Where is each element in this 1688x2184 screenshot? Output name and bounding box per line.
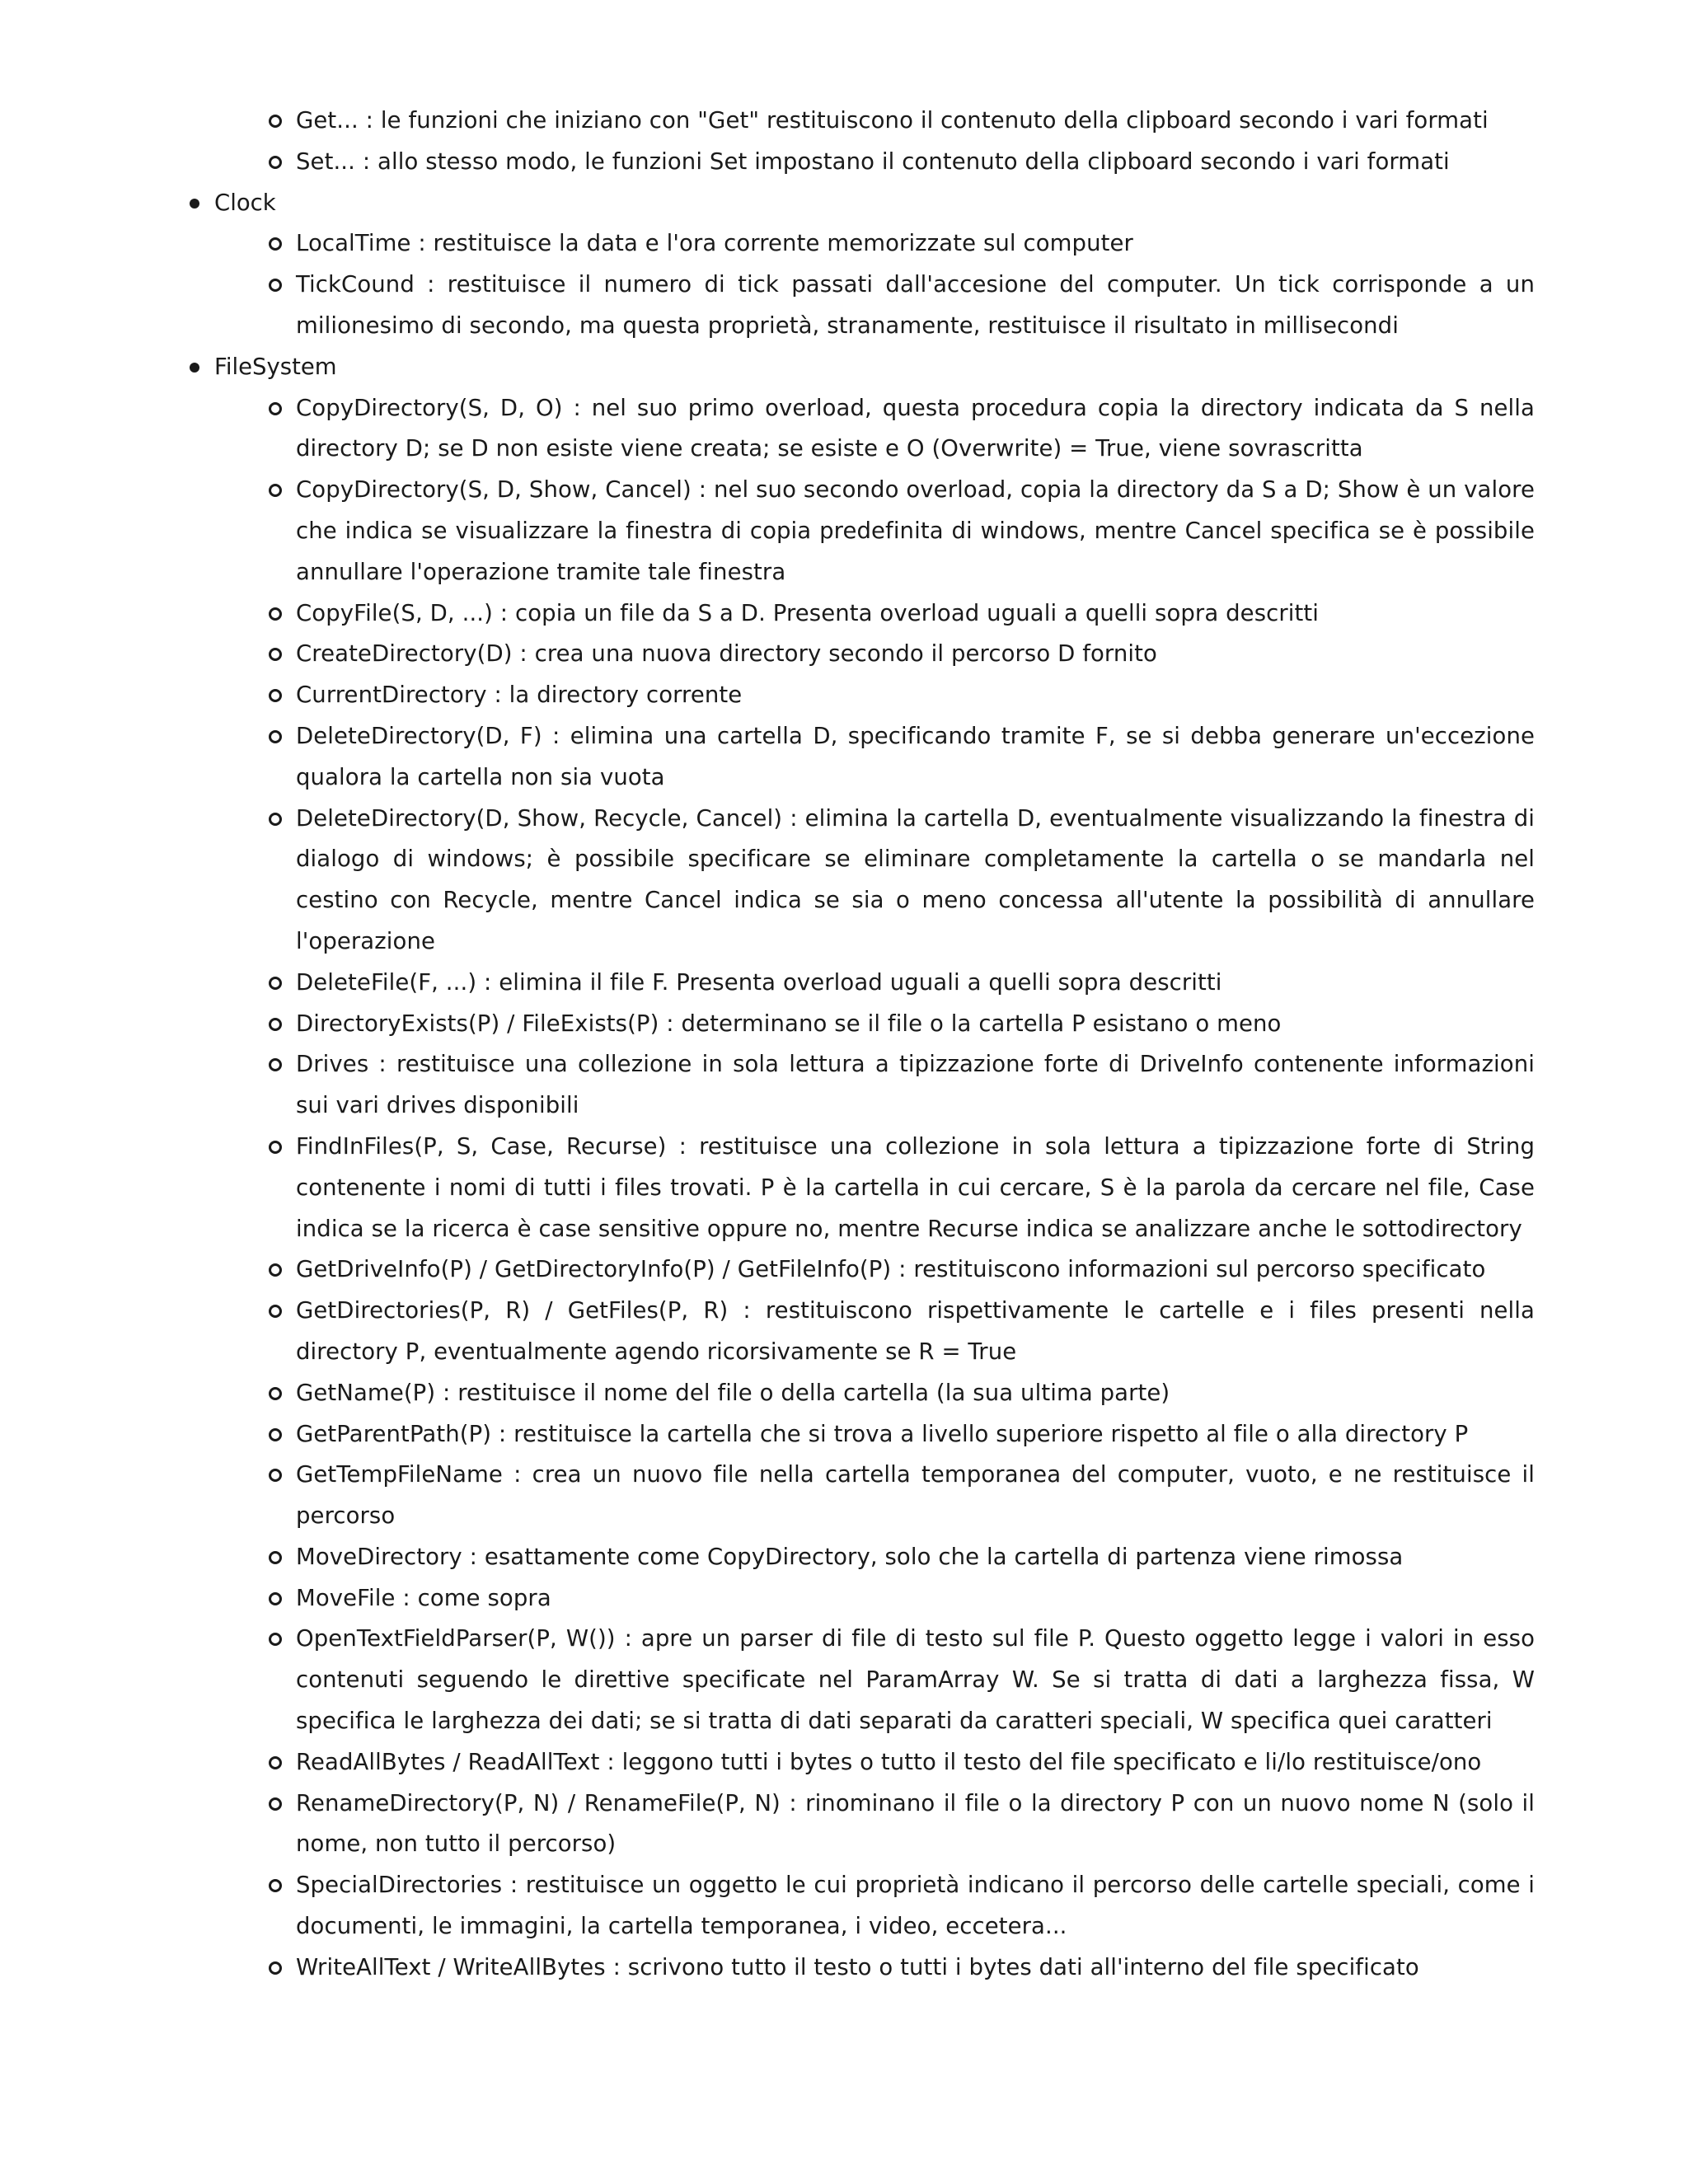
list-item: CopyFile(S, D, ...) : copia un file da S a D. Presenta overload uguali a quelli sopra descritti xyxy=(181,593,1535,635)
list-item: Drives : restituisce una collezione in sola lettura a tipizzazione forte di DriveInfo contenente informazioni sui vari drives disponibili xyxy=(181,1044,1535,1127)
filesystem-item-list xyxy=(181,388,1535,1989)
circle-bullet-icon xyxy=(269,1551,282,1564)
section-heading-filesystem: FileSystem xyxy=(181,347,1535,388)
list-item: Set... : allo stesso modo, le funzioni Set impostano il contenuto della clipboard secondo i vari formati xyxy=(181,142,1535,183)
list-item: CopyDirectory(S, D, Show, Cancel) : nel suo secondo overload, copia la directory da S a D; Show è un valore che indica se visualizzare la finestra di copia predefinita di windows, mentre Cancel specifica se è possibile annullare l'operazione tramite tale finestra xyxy=(181,470,1535,593)
list-item: CreateDirectory(D) : crea una nuova directory secondo il percorso D fornito xyxy=(181,634,1535,675)
circle-bullet-icon xyxy=(269,1756,282,1769)
list-item: TickCound : restituisce il numero di tick passati dall'accesione del computer. Un tick corrisponde a un milionesimo di secondo, ma questa proprietà, stranamente, restituisce il risultato in millisecondi xyxy=(181,265,1535,347)
list-item: MoveFile : come sopra xyxy=(181,1578,1535,1619)
circle-bullet-icon xyxy=(269,730,282,743)
list-item: DeleteFile(F, ...) : elimina il file F. Presenta overload uguali a quelli sopra descritti xyxy=(181,963,1535,1004)
circle-bullet-icon xyxy=(269,1263,282,1277)
circle-bullet-icon xyxy=(269,1018,282,1031)
circle-bullet-icon xyxy=(269,1633,282,1646)
filesystem-section xyxy=(181,347,1535,388)
circle-bullet-icon xyxy=(269,689,282,702)
list-item: GetTempFileName : crea un nuovo file nella cartella temporanea del computer, vuoto, e ne restituisce il percorso xyxy=(181,1455,1535,1537)
circle-bullet-icon xyxy=(269,813,282,826)
list-item: RenameDirectory(P, N) / RenameFile(P, N) : rinominano il file o la directory P con un nuovo nome N (solo il nome, non tutto il percorso) xyxy=(181,1783,1535,1866)
circle-bullet-icon xyxy=(269,1469,282,1482)
circle-bullet-icon xyxy=(269,1058,282,1071)
circle-bullet-icon xyxy=(269,237,282,251)
circle-bullet-icon xyxy=(269,1961,282,1975)
circle-bullet-icon xyxy=(269,648,282,661)
circle-bullet-icon xyxy=(269,484,282,497)
list-item: GetDriveInfo(P) / GetDirectoryInfo(P) / GetFileInfo(P) : restituiscono informazioni sul percorso specificato xyxy=(181,1249,1535,1291)
list-item: GetParentPath(P) : restituisce la cartella che si trova a livello superiore rispetto al file o alla directory P xyxy=(181,1414,1535,1455)
list-item: Get... : le funzioni che iniziano con "Get" restituiscono il contenuto della clipboard secondo i vari formati xyxy=(181,101,1535,142)
list-item: OpenTextFieldParser(P, W()) : apre un parser di file di testo sul file P. Questo oggetto legge i valori in esso contenuti seguendo le direttive specificate nel ParamArray W. Se si tratta di dati a larghezza fissa, W specifica le larghezza dei dati; se si tratta di dati separati da caratteri speciali, W specifica quei caratteri xyxy=(181,1619,1535,1741)
list-item: LocalTime : restituisce la data e l'ora corrente memorizzate sul computer xyxy=(181,223,1535,265)
circle-bullet-icon xyxy=(269,1797,282,1811)
circle-bullet-icon xyxy=(269,1387,282,1400)
list-item: DeleteDirectory(D, Show, Recycle, Cancel) : elimina la cartella D, eventualmente visualizzando la finestra di dialogo di windows; è possibile specificare se eliminare completamente la cartella o se mandarla nel cestino con Recycle, mentre Cancel indica se sia o meno concessa all'utente la possibilità di annullare l'operazione xyxy=(181,799,1535,963)
disc-bullet-icon xyxy=(190,363,199,373)
circle-bullet-icon xyxy=(269,1141,282,1154)
circle-bullet-icon xyxy=(269,1305,282,1318)
circle-bullet-icon xyxy=(269,1428,282,1441)
clock-section xyxy=(181,183,1535,224)
list-item: FindInFiles(P, S, Case, Recurse) : restituisce una collezione in sola lettura a tipizzazione forte di String contenente i nomi di tutti i files trovati. P è la cartella in cui cercare, S è la parola da cercare nel file, Case indica se la ricerca è case sensitive oppure no, mentre Recurse indica se analizzare anche le sottodirectory xyxy=(181,1127,1535,1249)
list-item: CopyDirectory(S, D, O) : nel suo primo overload, questa procedura copia la directory indicata da S nella directory D; se D non esiste viene creata; se esiste e O (Overwrite) = True, viene sovrascritta xyxy=(181,388,1535,471)
list-item: GetDirectories(P, R) / GetFiles(P, R) : restituiscono rispettivamente le cartelle e i files presenti nella directory P, eventualmente agendo ricorsivamente se R = True xyxy=(181,1291,1535,1373)
list-item: DirectoryExists(P) / FileExists(P) : determinano se il file o la cartella P esistano o meno xyxy=(181,1004,1535,1045)
list-item: CurrentDirectory : la directory corrente xyxy=(181,675,1535,716)
circle-bullet-icon xyxy=(269,402,282,415)
circle-bullet-icon xyxy=(269,1879,282,1892)
clock-item-list xyxy=(181,223,1535,346)
list-item: DeleteDirectory(D, F) : elimina una cartella D, specificando tramite F, se si debba generare un'eccezione qualora la cartella non sia vuota xyxy=(181,716,1535,799)
circle-bullet-icon xyxy=(269,607,282,621)
document-content xyxy=(181,101,1535,1989)
list-item: WriteAllText / WriteAllBytes : scrivono tutto il testo o tutti i bytes dati all'interno del file specificato xyxy=(181,1947,1535,1989)
list-item: ReadAllBytes / ReadAllText : leggono tutti i bytes o tutto il testo del file specificato e li/lo restituisce/ono xyxy=(181,1742,1535,1783)
circle-bullet-icon xyxy=(269,1592,282,1605)
circle-bullet-icon xyxy=(269,115,282,128)
list-item: MoveDirectory : esattamente come CopyDirectory, solo che la cartella di partenza viene rimossa xyxy=(181,1537,1535,1578)
circle-bullet-icon xyxy=(269,156,282,169)
circle-bullet-icon xyxy=(269,977,282,990)
clipboard-item-list xyxy=(181,101,1535,183)
list-item: GetName(P) : restituisce il nome del file o della cartella (la sua ultima parte) xyxy=(181,1373,1535,1414)
section-heading-clock: Clock xyxy=(181,183,1535,224)
disc-bullet-icon xyxy=(190,199,199,209)
list-item: SpecialDirectories : restituisce un oggetto le cui proprietà indicano il percorso delle cartelle speciali, come i documenti, le immagini, la cartella temporanea, i video, eccetera... xyxy=(181,1865,1535,1947)
circle-bullet-icon xyxy=(269,279,282,292)
